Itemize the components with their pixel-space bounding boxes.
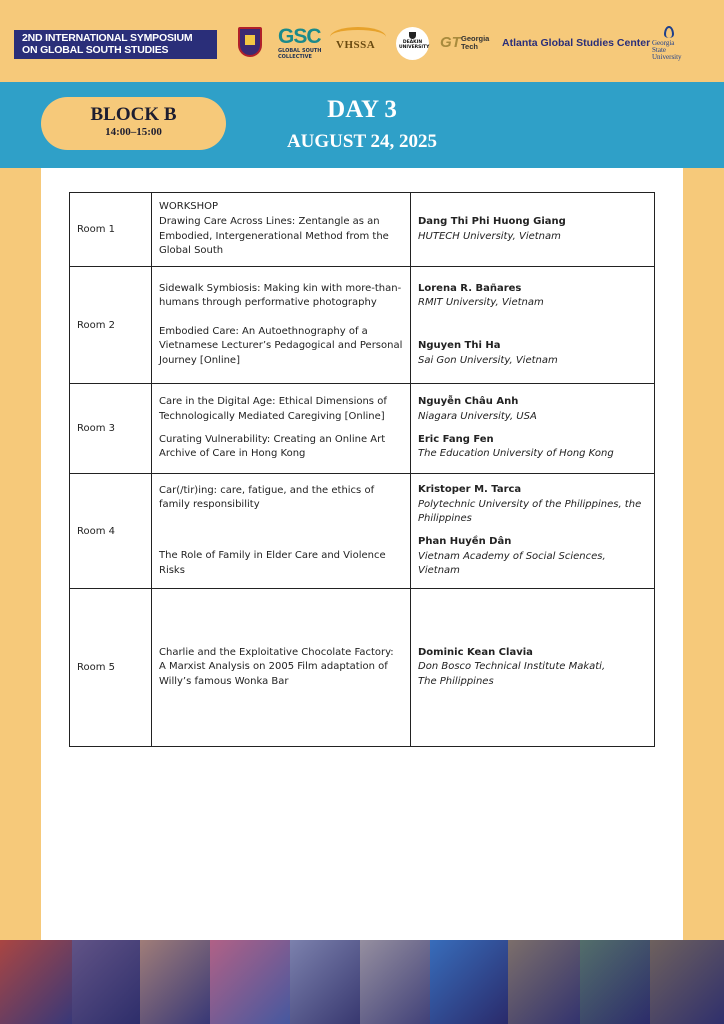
session-title: Drawing Care Across Lines: Zentangle as an Embodied, Intergenerational Method from the Global South (159, 215, 389, 257)
block-badge (41, 97, 226, 150)
presenter-name: Dang Thi Phi Huong Giang (418, 215, 566, 227)
global-south-collective-logo: GSC GLOBAL SOUTH COLLECTIVE (278, 25, 322, 60)
photo-thumbnail (580, 940, 650, 1024)
partner-logos (236, 24, 706, 64)
atlanta-global-studies-center-logo: Atlanta Global Studies Center (502, 37, 651, 49)
photo-thumbnail (210, 940, 290, 1024)
session-title-cell (152, 384, 411, 474)
room-cell: Room 4 (70, 474, 152, 589)
photo-thumbnail (72, 940, 140, 1024)
date-heading: AUGUST 24, 2025 (286, 131, 438, 152)
schedule-table (69, 192, 655, 747)
session-title: Care in the Digital Age: Ethical Dimensions of Technologically Mediated Caregiving [Online] (159, 396, 387, 422)
presenter-cell (411, 589, 655, 747)
presenter-affiliation: HUTECH University, Vietnam (418, 230, 561, 242)
session-title: The Role of Family in Elder Care and Violence Risks (159, 550, 386, 576)
georgia-state-university-logo: Georgia State University (650, 26, 690, 60)
symposium-line-2: ON GLOBAL SOUTH STUDIES (22, 44, 169, 56)
photo-thumbnail (430, 940, 508, 1024)
session-title: Car(/tir)ing: care, fatigue, and the ethics of family responsibility (159, 484, 375, 511)
table-row (70, 267, 655, 384)
session-label: WORKSHOP (159, 201, 219, 213)
room-cell: Room 2 (70, 267, 152, 384)
presenter-name: Eric Fang Fen (418, 433, 494, 445)
presenter-name: Nguyen Thi Ha (418, 340, 501, 351)
room-cell: Room 3 (70, 384, 152, 474)
presenter-cell (411, 384, 655, 474)
session-title-cell (152, 589, 411, 747)
photo-thumbnail (140, 940, 210, 1024)
block-time: 14:00–15:00 (105, 126, 162, 138)
photo-thumbnail (508, 940, 580, 1024)
deakin-university-logo: DEAKIN UNIVERSITY (396, 27, 429, 60)
presenter-affiliation: RMIT University, Vietnam (418, 297, 544, 309)
session-title-cell (152, 474, 411, 589)
photo-thumbnail (0, 940, 72, 1024)
photo-thumbnail (360, 940, 430, 1024)
session-title-cell (152, 267, 411, 384)
presenter-name: Lorena R. Bañares (418, 282, 522, 294)
symposium-line-1: 2ND INTERNATIONAL SYMPOSIUM (22, 32, 193, 44)
photo-strip (0, 940, 724, 1024)
presenter-affiliation: Niagara University, USA (418, 410, 537, 422)
presenter-affiliation: The Philippines (418, 675, 494, 687)
table-row (70, 474, 655, 589)
presenter-cell (411, 474, 655, 589)
presenter-name: Dominic Kean Clavia (418, 646, 533, 658)
university-crest-logo (238, 27, 262, 57)
table-row (70, 193, 655, 267)
presenter-name: Nguyễn Châu Anh (418, 396, 519, 408)
presenter-affiliation: Don Bosco Technical Institute Makati, (418, 661, 606, 673)
session-title-cell (152, 193, 411, 267)
session-title: Embodied Care: An Autoethnography of a Vietnamese Lecturer’s Pedagogical and Personal Journey [Online] (159, 325, 403, 366)
block-title: BLOCK B (90, 104, 177, 125)
presenter-cell (411, 267, 655, 384)
presenter-name: Kristoper M. Tarca (418, 484, 522, 496)
session-title: Curating Vulnerability: Creating an Online Art Archive of Care in Hong Kong (159, 433, 386, 460)
header-strip (0, 0, 724, 82)
table-row (70, 589, 655, 747)
room-cell: Room 1 (70, 193, 152, 267)
presenter-cell (411, 193, 655, 267)
presenter-affiliation: Sai Gon University, Vietnam (418, 354, 558, 366)
presenter-name: Phan Huyền Dân (418, 536, 512, 547)
presenter-affiliation: Polytechnic University of the Philippines, the Philippines (418, 498, 642, 525)
vhssa-logo: VHSSA (330, 27, 386, 59)
presenter-affiliation: Vietnam Academy of Social Sciences, Vietnam (418, 550, 606, 577)
session-title: Sidewalk Symbiosis: Making kin with more-than-humans through performative photography (159, 282, 402, 309)
room-cell: Room 5 (70, 589, 152, 747)
table-row (70, 384, 655, 474)
photo-thumbnail (650, 940, 724, 1024)
presenter-affiliation: The Education University of Hong Kong (418, 448, 614, 460)
day-heading: DAY 3 (327, 96, 397, 123)
photo-thumbnail (290, 940, 360, 1024)
symposium-banner (14, 30, 217, 59)
georgia-tech-logo: GT Georgia Tech (440, 34, 490, 51)
session-title: Charlie and the Exploitative Chocolate Factory: A Marxist Analysis on 2005 Film adaptation of Willy’s famous Wonka Bar (159, 646, 394, 687)
